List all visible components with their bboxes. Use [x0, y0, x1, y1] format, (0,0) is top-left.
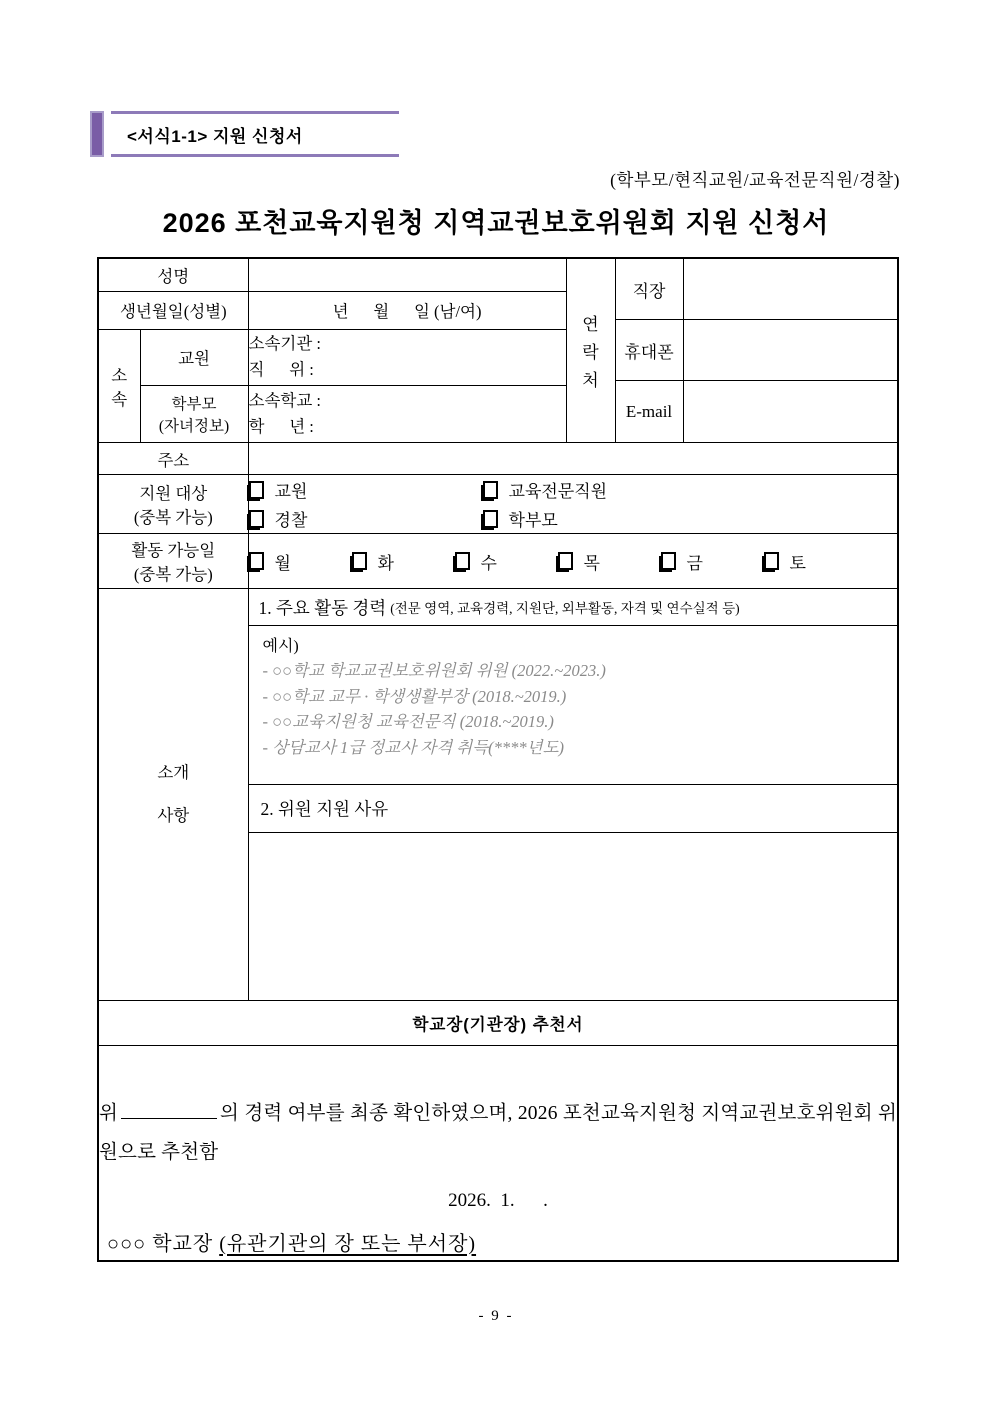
- intro-label-line: 소개: [157, 762, 190, 782]
- signer-note: (유관기관의 장 또는 부서장): [219, 1232, 477, 1255]
- contact-char: 처: [582, 371, 599, 390]
- recommendation-text-prefix: 위: [99, 1102, 119, 1124]
- address-label: 주소: [98, 443, 248, 475]
- teacher-position-line: 직 위 :: [248, 360, 314, 380]
- application-form-table: [97, 257, 899, 1262]
- recommendation-signer: [107, 1227, 476, 1256]
- option-police: [249, 506, 483, 531]
- checkbox-icon: [483, 481, 498, 499]
- recommendation-date: 2026. 1. .: [448, 1189, 548, 1211]
- contact-char: 연: [582, 315, 599, 334]
- parent-label-line: (자녀정보): [158, 418, 230, 435]
- day-mon: [249, 549, 352, 574]
- day-label: 목: [583, 553, 600, 573]
- apply-target-options-cell: [248, 475, 898, 534]
- parent-row-label: [140, 386, 248, 443]
- parent-label-line: 학부모: [171, 396, 217, 413]
- checkbox-icon: [455, 552, 470, 570]
- parent-school-line: 소속학교 :: [248, 391, 321, 410]
- page-number: - 9 -: [478, 1308, 514, 1324]
- day-wed: [455, 549, 558, 574]
- name-value-cell: [248, 258, 566, 291]
- day-tue: [352, 549, 455, 574]
- recommendation-title: 학교장(기관장) 추천서: [98, 1001, 898, 1046]
- birthdate-label: 생년월일(성별): [98, 291, 248, 329]
- option-education-specialist: [483, 477, 898, 502]
- name-blank-underline: [121, 1100, 217, 1119]
- email-value-cell: [684, 381, 898, 442]
- day-label: 수: [480, 553, 497, 573]
- intro-label-line: 사항: [157, 805, 190, 825]
- signer-name: ○○○ 학교장: [107, 1232, 214, 1255]
- career-heading: 1. 주요 활동 경력: [258, 597, 387, 618]
- recommendation-text-suffix: 의 경력 여부를 최종 확인하였으며, 2026 포천교육지원청 지역교권보호위원회 위원으로 추천함: [99, 1102, 898, 1163]
- contact-group-label: [567, 259, 616, 442]
- day-thu: [558, 549, 661, 574]
- available-days-label: [98, 534, 248, 589]
- form-tag-accent-bar: [90, 111, 104, 157]
- birthdate-value-cell: 년 월 일 (남/여): [248, 291, 566, 329]
- available-days-label-line: 활동 가능일: [131, 541, 216, 560]
- checkbox-icon: [352, 552, 367, 570]
- workplace-phone-label: 직장: [616, 259, 684, 320]
- apply-target-label: [98, 475, 248, 534]
- checkbox-icon: [249, 510, 264, 528]
- affiliation-label: [98, 329, 140, 443]
- career-heading-row: [249, 589, 898, 626]
- page-title: 2026 포천교육지원청 지역교권보호위원회 지원 신청서: [162, 208, 830, 238]
- example-item: - 상담교사 1급 정교사 자격 취득(****년도): [262, 737, 565, 757]
- intro-content-cell: [248, 589, 898, 1001]
- audience-note: (학부모/현직교원/교육전문직원/경찰): [610, 170, 900, 190]
- contact-char: 락: [582, 343, 599, 362]
- name-label: 성명: [98, 258, 248, 291]
- form-tag: [90, 111, 399, 157]
- workplace-phone-value-cell: [684, 259, 898, 320]
- affiliation-char: 속: [111, 389, 128, 409]
- day-label: 토: [789, 553, 806, 573]
- reason-input-area: [249, 833, 898, 1000]
- intro-section-label: [98, 589, 248, 1001]
- recommendation-text: [99, 1094, 897, 1172]
- career-example-area: [249, 626, 898, 785]
- day-fri: [661, 549, 764, 574]
- address-value-cell: [248, 443, 898, 475]
- mobile-phone-value-cell: [684, 320, 898, 381]
- form-tag-label: <서식1-1> 지원 신청서: [111, 111, 399, 157]
- option-label: 학부모: [508, 511, 558, 530]
- apply-target-label-line: (중복 가능): [133, 508, 213, 527]
- checkbox-icon: [764, 552, 779, 570]
- option-label: 교원: [274, 482, 308, 501]
- contact-grid: [567, 259, 898, 442]
- reason-heading: 2. 위원 지원 사유: [249, 785, 898, 833]
- option-label: 경찰: [274, 511, 308, 530]
- day-label: 화: [377, 553, 394, 573]
- day-sat: [764, 549, 867, 574]
- teacher-row-label: 교원: [140, 329, 248, 386]
- option-label: 교육전문직원: [508, 482, 608, 501]
- apply-target-label-line: 지원 대상: [139, 484, 208, 503]
- day-label: 금: [686, 553, 703, 573]
- option-parent: [483, 506, 898, 531]
- example-item: - ○○학교 학교교권보호위원회 위원 (2022.~2023.): [262, 661, 606, 680]
- mobile-phone-label: 휴대폰: [616, 320, 684, 381]
- example-item: - ○○학교 교무 · 학생생활부장 (2018.~2019.): [262, 686, 567, 706]
- teacher-institution-line: 소속기관 :: [248, 334, 321, 354]
- checkbox-icon: [483, 510, 498, 528]
- checkbox-icon: [249, 481, 264, 499]
- option-teacher: [249, 477, 483, 502]
- checkbox-icon: [249, 552, 264, 570]
- example-title: 예시): [262, 638, 299, 655]
- teacher-affiliation-cell: [248, 329, 566, 386]
- parent-school-cell: [248, 386, 566, 443]
- recommendation-body-cell: [98, 1046, 898, 1261]
- available-days-label-line: (중복 가능): [133, 565, 213, 584]
- available-days-options-cell: [248, 534, 898, 589]
- example-item: - ○○교육지원청 교육전문직 (2018.~2019.): [262, 712, 554, 732]
- career-heading-note: (전문 영역, 교육경력, 지원단, 외부활동, 자격 및 연수실적 등): [390, 601, 740, 616]
- day-label: 월: [274, 553, 291, 573]
- checkbox-icon: [558, 552, 573, 570]
- affiliation-char: 소: [111, 365, 128, 385]
- parent-grade-line: 학 년 :: [248, 417, 314, 436]
- email-label: E-mail: [616, 381, 684, 442]
- contact-section: [566, 258, 898, 443]
- checkbox-icon: [661, 552, 676, 570]
